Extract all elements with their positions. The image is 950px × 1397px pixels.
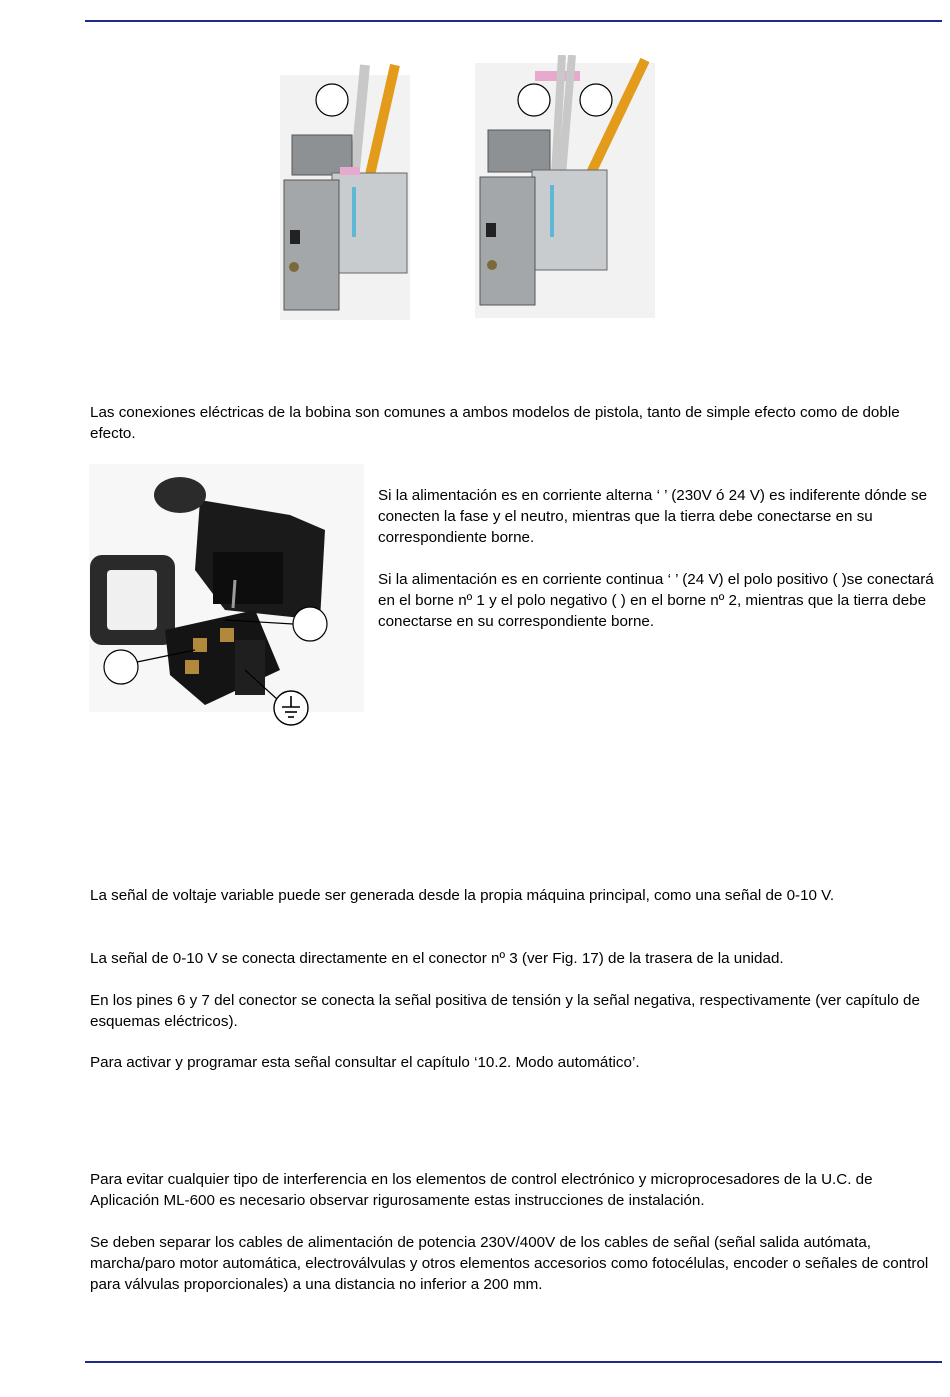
callout-circle — [518, 84, 550, 116]
ac-supply-paragraph: Si la alimentación es en corriente alterna ‘ ’ (230V ó 24 V) es indiferente dónde se conecten la fase y el neutro, mientras que la tierra debe conectarse en su correspondiente borne. — [378, 487, 928, 546]
interference-paragraph-2: Se deben separar los cables de alimentación de potencia 230V/400V de los cables de señal (señal salida autómata, marcha/paro motor automática, electroválvulas y otros elementos accesorios como fotocélulas, encoder o señales de control para válvulas proporcionales) a una distancia no inferior a 200 mm. — [90, 1234, 929, 1293]
dc-supply-paragraph: Si la alimentación es en corriente continua ‘ ’ (24 V) el polo positivo ( )se conectará en el borne nº 1 y el polo negativo ( ) en el borne nº 2, mientras que la tierra debe conectarse en su correspondiente borne. — [378, 571, 934, 630]
callout-circle — [293, 607, 327, 641]
gun-figures — [270, 55, 670, 325]
signal-paragraph-1: La señal de voltaje variable puede ser generada desde la propia máquina principal, como una señal de 0-10 V. — [90, 887, 835, 904]
intro-paragraph: Las conexiones eléctricas de la bobina son comunes a ambos modelos de pistola, tanto de simple efecto como de doble efecto. — [90, 404, 900, 442]
signal-paragraph-3: En los pines 6 y 7 del conector se conecta la señal positiva de tensión y la señal negativa, respectivamente (ver capítulo de esquemas eléctricos). — [90, 992, 920, 1030]
signal-paragraph-4: Para activar y programar esta señal consultar el capítulo ‘10.2. Modo automático’. — [90, 1054, 640, 1071]
callout-circle — [104, 650, 138, 684]
signal-paragraph-2: La señal de 0-10 V se conecta directamente en el conector nº 3 (ver Fig. 17) de la trasera de la unidad. — [90, 950, 784, 967]
footer-rule — [85, 1361, 942, 1363]
double-effect-gun-image — [475, 55, 655, 318]
header-rule — [85, 20, 942, 22]
callout-circle — [580, 84, 612, 116]
callout-circle — [316, 84, 348, 116]
interference-paragraph-1: Para evitar cualquier tipo de interferencia en los elementos de control electrónico y microprocesadores de la U.C. de Aplicación ML-600 es necesario observar rigurosamente estas instrucciones de instalación. — [90, 1171, 873, 1209]
connector-figure — [85, 460, 370, 735]
ground-icon — [274, 691, 308, 725]
